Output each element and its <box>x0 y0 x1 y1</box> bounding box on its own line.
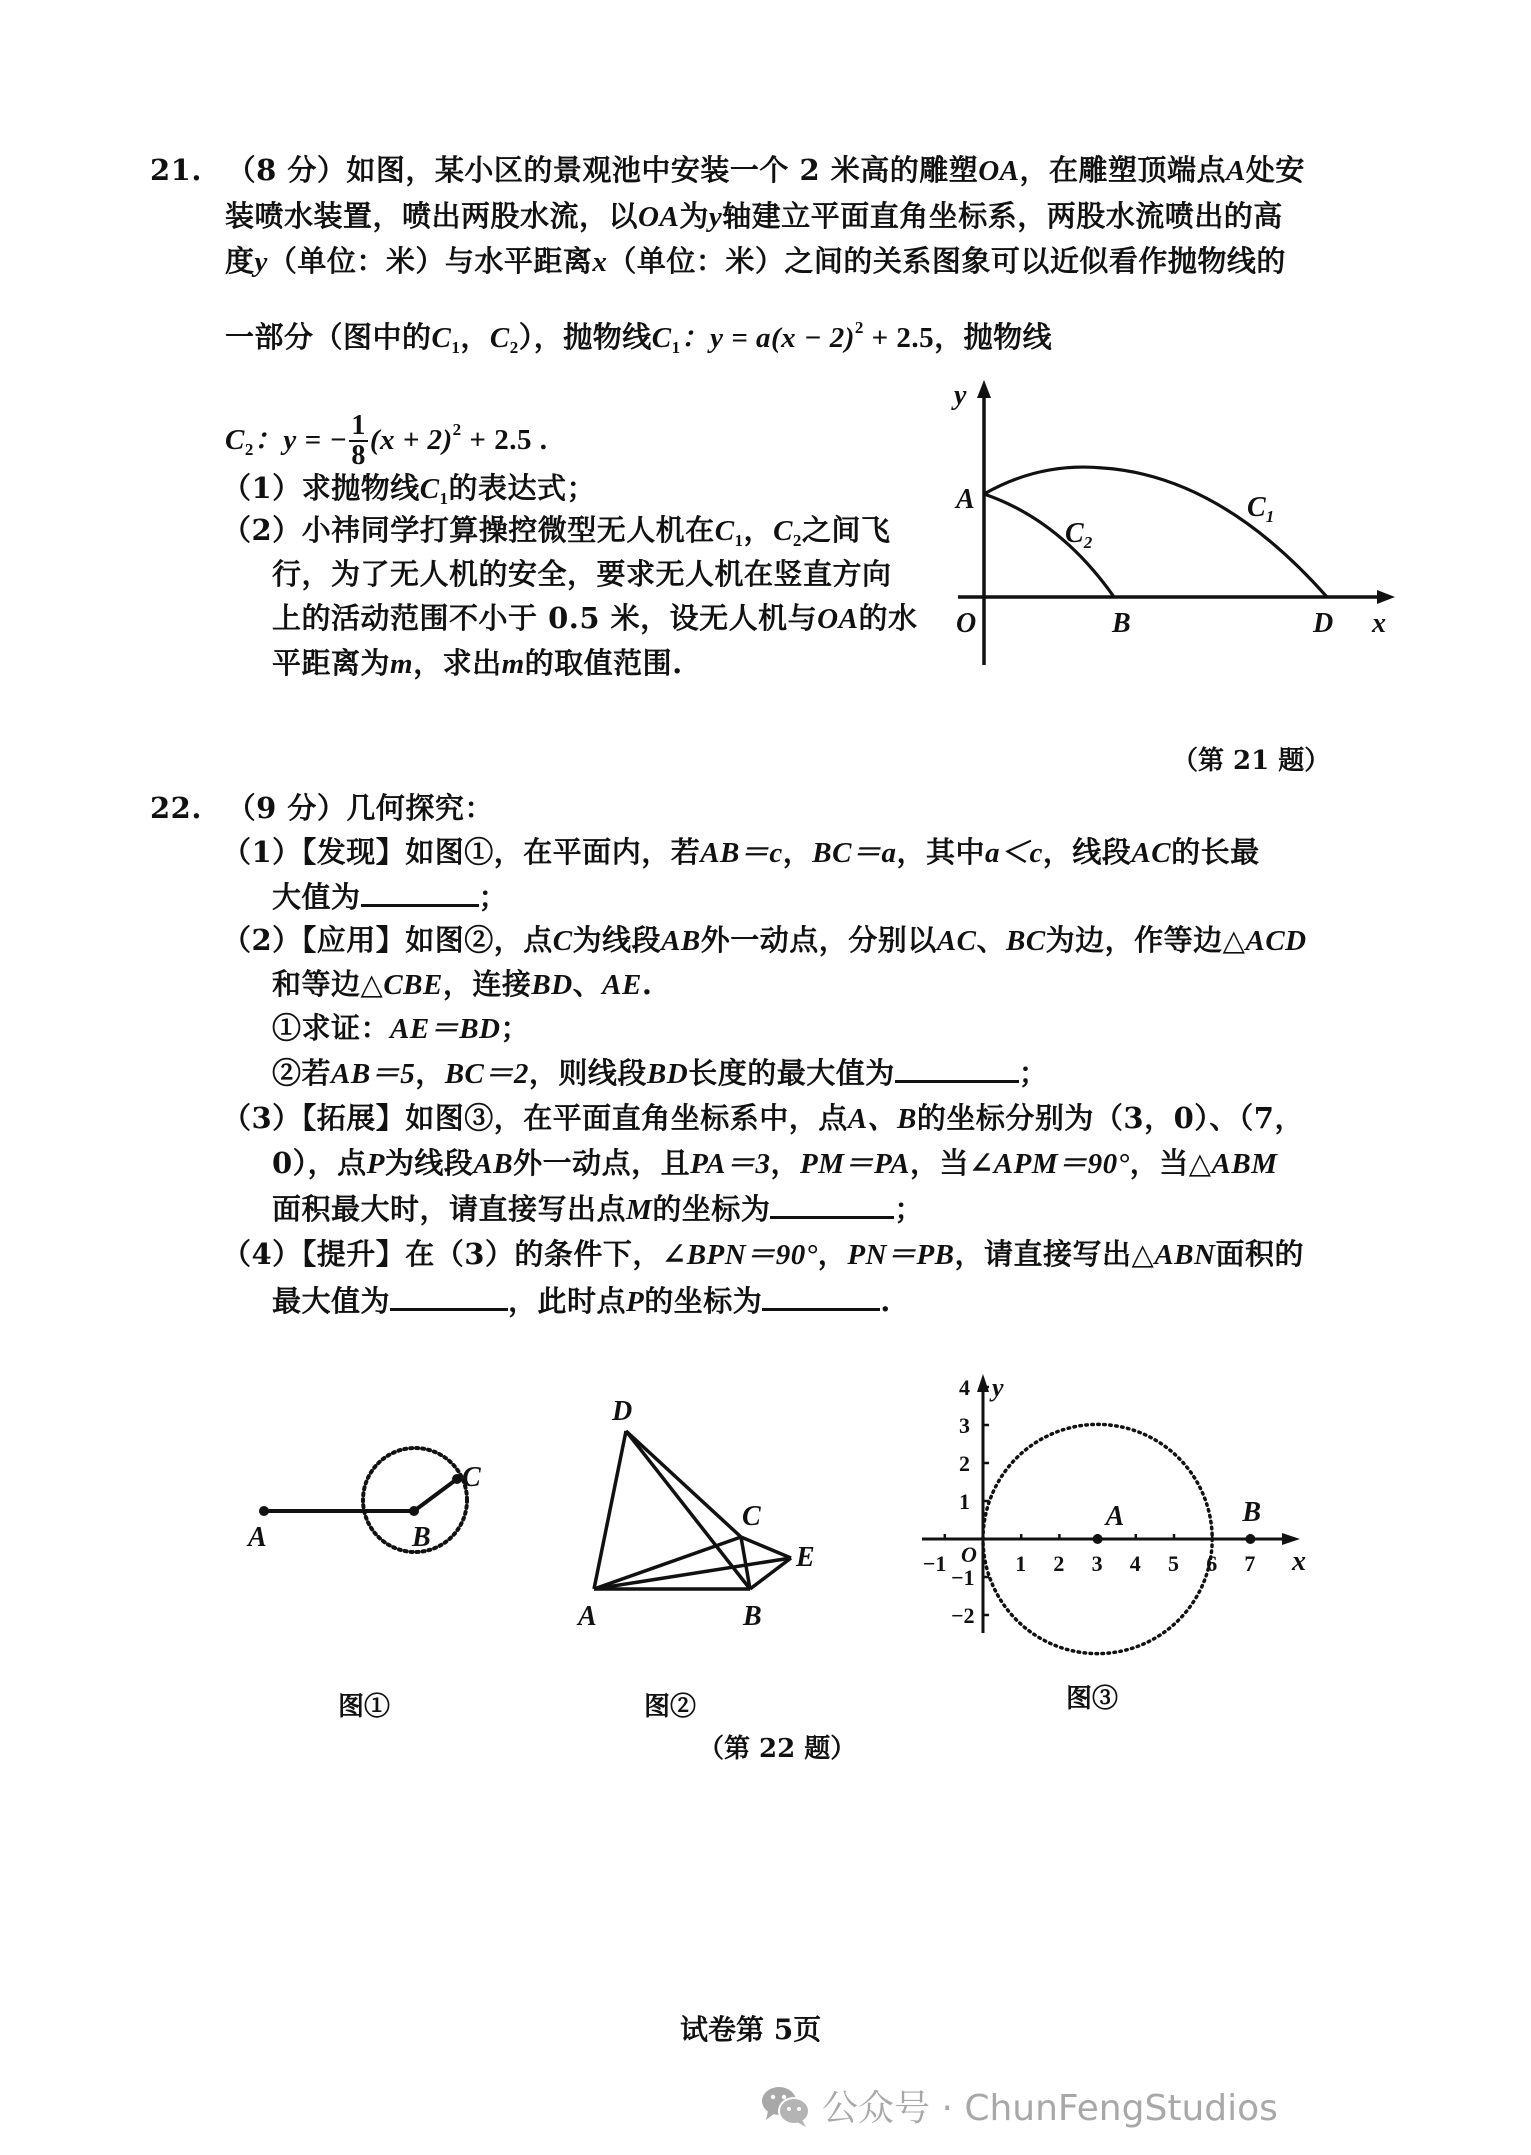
y-axis-arrow <box>977 380 991 398</box>
q22-part-2-line-1 <box>222 922 1307 959</box>
q21-text: （单位：米）之间的关系图象可以近似看作抛物线的 <box>607 244 1286 278</box>
label-D: D <box>612 1400 633 1427</box>
var-ACD: ACD <box>1245 925 1307 957</box>
var-C1: C <box>431 322 452 354</box>
condition: a＜c <box>985 837 1043 869</box>
label-C: C <box>742 1501 761 1532</box>
label-E: E <box>796 1542 815 1573</box>
q22-text: 、 <box>976 923 1006 957</box>
q22-part-3-line-1 <box>222 1100 1304 1137</box>
var-C2: C <box>773 515 793 547</box>
part-tag: 【应用】 <box>301 923 406 957</box>
subscript: 1 <box>734 531 744 550</box>
watermark <box>760 2080 1278 2131</box>
var-BC: BC <box>1005 925 1046 957</box>
point-B <box>1245 1534 1255 1544</box>
var-y: y <box>708 201 723 233</box>
var-BD: BD <box>531 969 573 1001</box>
q22-part-1-line-2 <box>272 878 508 915</box>
q22-text: ①求证： <box>272 1011 391 1045</box>
x-tick-label: 4 <box>1129 1551 1141 1576</box>
q21-text: ， <box>743 513 774 547</box>
q21-text: 求抛物线 <box>301 471 420 505</box>
q22-part-1-line-1 <box>222 834 1260 871</box>
q22-text: ； <box>478 880 509 914</box>
y-axis-arrow <box>977 1374 989 1392</box>
segment-AE <box>594 1558 791 1589</box>
q22-part-2-sub-2 <box>272 1054 1048 1092</box>
part-tag: 【发现】 <box>301 835 406 869</box>
label-y-axis: y <box>954 380 967 411</box>
x-tick-label: 6 <box>1206 1551 1218 1576</box>
q21-points: （8 分） <box>226 153 347 187</box>
part-label: （4） <box>222 1237 302 1271</box>
subscript: 2 <box>509 338 519 357</box>
label-y-axis: y <box>992 1373 1004 1402</box>
q21-text: ，求出 <box>413 646 502 680</box>
subscript: 1 <box>451 338 461 357</box>
q22-text: 面积的 <box>1215 1237 1304 1271</box>
q21-text: 平距离为 <box>272 646 391 680</box>
answer-blank[interactable] <box>762 1282 880 1311</box>
q22-text: 外一动点，且 <box>513 1146 691 1180</box>
fig3-caption: 图③ <box>1066 1684 1119 1714</box>
q21-number: 21. <box>150 153 202 187</box>
q21-text: （单位：米）与水平距离 <box>267 244 593 278</box>
equation: AB＝5 <box>331 1058 416 1090</box>
q22-text: ，此时点 <box>508 1284 627 1318</box>
label-O: O <box>956 608 977 639</box>
equation: ＝c <box>739 837 783 869</box>
q21-text: 处安 <box>1245 153 1305 187</box>
label-C1: $C_1$ <box>1247 492 1275 526</box>
q21-text: 装喷水装置，喷出两股水流，以 <box>225 199 639 233</box>
q22-text: ，当△ <box>1129 1146 1212 1180</box>
q21-text: 的水 <box>858 601 918 635</box>
q22-figure-1 <box>240 1440 490 1580</box>
segment-DC <box>626 1431 741 1537</box>
q21-line-2 <box>225 198 1283 235</box>
part-label: （3） <box>222 1101 302 1135</box>
point-B <box>409 1506 419 1516</box>
x-axis-arrow <box>1282 1533 1300 1545</box>
q22-text: 、 <box>572 967 603 1001</box>
q22-text: ； <box>500 1011 531 1045</box>
var-C1: C <box>714 515 735 547</box>
q22-text: 和等边△ <box>272 967 384 1001</box>
q22-part-2-line-2 <box>272 966 652 1003</box>
q21-text: 上的活动范围不小于 0.5 米，设无人机与 <box>272 601 818 635</box>
fraction-denominator: 8 <box>351 440 366 471</box>
wechat-icon <box>760 2084 812 2128</box>
fig1-caption: 图① <box>338 1692 391 1722</box>
segment-AC <box>594 1537 741 1589</box>
var-P: P <box>366 1148 385 1180</box>
label-A: A <box>578 1601 597 1632</box>
q22-text: ， <box>817 1237 848 1271</box>
q22-text: 的坐标为 <box>652 1192 771 1226</box>
x-tick-label: −1 <box>922 1551 947 1576</box>
q21-text: 为 <box>679 199 709 233</box>
q22-text: ②若 <box>272 1056 332 1090</box>
fig2-caption: 图② <box>644 1692 697 1722</box>
q22-text: ，请直接写出△ <box>954 1237 1155 1271</box>
q22-text: . <box>641 967 653 1001</box>
var-AE: AE <box>602 969 642 1001</box>
q22-text: 为线段 <box>384 1146 474 1180</box>
segment-BC <box>414 1479 457 1511</box>
part-label: （1） <box>222 835 302 869</box>
fraction-numerator: 1 <box>351 410 366 441</box>
q22-part-2-sub-1 <box>272 1010 530 1047</box>
var-AB: AB <box>473 1148 514 1180</box>
point-A <box>1093 1534 1103 1544</box>
var-OA: OA <box>638 201 680 233</box>
var-A: A <box>1226 155 1246 187</box>
q22-text: . <box>880 1284 891 1318</box>
equation: PN＝PB <box>847 1239 955 1271</box>
y-tick-label: 3 <box>959 1413 970 1438</box>
label-B: B <box>412 1522 431 1553</box>
y-tick-label: 4 <box>959 1375 970 1400</box>
equation-c1: ：y = a(x − 2) <box>680 322 855 354</box>
var-BD: BD <box>646 1058 689 1090</box>
answer-blank[interactable] <box>361 878 479 907</box>
var-A-B: A、B <box>847 1103 917 1135</box>
point-A <box>259 1506 269 1516</box>
label-A: A <box>248 1522 267 1553</box>
var-m: m <box>390 648 414 680</box>
var-C1: C <box>651 322 672 354</box>
curve-C1 <box>984 467 1327 597</box>
var-OA: OA <box>978 155 1020 187</box>
var-x: x <box>592 246 608 278</box>
q21-figure <box>940 370 1400 690</box>
part-tag: 【提升】 <box>301 1237 406 1271</box>
q21-text: 一部分（图中的 <box>225 320 432 354</box>
q21-part-2-line-4 <box>272 645 683 682</box>
var-C: C <box>552 925 573 957</box>
var-y: y <box>254 246 268 278</box>
var-M: M <box>626 1194 653 1226</box>
answer-blank[interactable] <box>770 1190 894 1219</box>
var-AB: AB <box>661 925 701 957</box>
curve-C2 <box>984 494 1114 597</box>
equation: APM＝90° <box>993 1148 1130 1180</box>
var-ABN: ABN <box>1154 1239 1216 1271</box>
q22-part-3-line-2 <box>272 1145 1278 1182</box>
segment-CE <box>741 1537 791 1558</box>
q22-title: 几何探究： <box>346 791 494 825</box>
label-A: A <box>1105 1501 1125 1532</box>
var-C1: C <box>419 473 440 505</box>
q22-caption: （第 22 题） <box>698 1734 857 1764</box>
answer-blank[interactable] <box>895 1054 1019 1083</box>
q22-text: 如图①，在平面内，若 <box>405 835 701 869</box>
answer-blank[interactable] <box>390 1282 508 1311</box>
q22-text: 如图③，在平面直角坐标系中，点 <box>405 1101 848 1135</box>
q21-part-2-line-1 <box>222 512 890 559</box>
q21-text: 轴建立平面直角坐标系，两股水流喷出的高 <box>722 199 1283 233</box>
x-tick-label: 3 <box>1091 1551 1103 1576</box>
q21-text: 的取值范围. <box>524 646 683 680</box>
equation-c2-tail: + 2.5 . <box>461 424 548 456</box>
equation-c2: ：y = − <box>253 424 348 456</box>
q21-text: 之间飞 <box>801 513 891 547</box>
subscript: 2 <box>244 440 254 459</box>
y-tick-label: −2 <box>951 1603 975 1628</box>
label-x-axis: x <box>1372 608 1386 639</box>
q22-text: 外一动点，分别以 <box>700 923 937 957</box>
segment-DB <box>626 1431 750 1589</box>
subscript: 1 <box>671 338 681 357</box>
q21-text: 小祎同学打算操控微型无人机在 <box>301 513 715 547</box>
q21-text: 度 <box>225 244 255 278</box>
q22-text: 的坐标为 <box>644 1284 763 1318</box>
var-P: P <box>626 1286 645 1318</box>
equation-c2: (x + 2) <box>369 424 453 456</box>
label-C: C <box>462 1462 481 1493</box>
q22-text: ，其中 <box>896 835 986 869</box>
part-label: （1） <box>222 471 302 505</box>
q22-text: ，则线段 <box>528 1056 647 1090</box>
q22-text: 最大值为 <box>272 1284 391 1318</box>
q21-part-2-line-2 <box>272 556 892 592</box>
q22-text: 大值为 <box>272 880 361 914</box>
var-OA: OA <box>817 603 859 635</box>
q21-caption: （第 21 题） <box>1172 746 1331 776</box>
q22-text: 0），点 <box>272 1146 367 1180</box>
label-x-axis: x <box>1292 1546 1306 1577</box>
q22-part-4-line-2 <box>272 1282 891 1320</box>
label-origin: O <box>961 1542 977 1567</box>
label-C2: $C_2$ <box>1065 518 1093 552</box>
q21-text: ，抛物线 <box>934 320 1053 354</box>
q22-text: ，连接 <box>442 967 532 1001</box>
q22-line-title <box>150 790 494 826</box>
equation: PM＝PA <box>800 1148 910 1180</box>
q22-text: 在（3）的条件下，∠ <box>405 1237 687 1271</box>
q21-text: 如图，某小区的景观池中安装一个 2 米高的雕塑 <box>346 153 979 187</box>
segment-AD <box>594 1431 626 1589</box>
x-tick-label: 7 <box>1244 1551 1256 1576</box>
q22-part-4-line-1 <box>222 1236 1304 1273</box>
q22-figure-2 <box>560 1400 830 1640</box>
q22-points: （9 分） <box>226 791 347 825</box>
q22-text: ； <box>1018 1056 1049 1090</box>
y-tick-label: 2 <box>959 1451 970 1476</box>
label-B: B <box>1242 1497 1262 1528</box>
fraction <box>349 412 368 470</box>
var-AC: AC <box>1131 837 1172 869</box>
var-AC: AC <box>936 925 977 957</box>
var-C2: C <box>489 322 510 354</box>
x-tick-label: 2 <box>1053 1551 1065 1576</box>
q22-text: 如图②，点 <box>405 923 553 957</box>
q21-text: 的表达式； <box>448 471 597 505</box>
point-C <box>452 1474 462 1484</box>
q22-text: 面积最大时，请直接写出点 <box>272 1192 627 1226</box>
q22-text: 为边，作等边△ <box>1045 923 1246 957</box>
var-CBE: CBE <box>383 969 443 1001</box>
x-tick-label: 5 <box>1168 1551 1179 1576</box>
label-B: B <box>743 1601 762 1632</box>
equation: PA＝3 <box>690 1148 771 1180</box>
subscript: 2 <box>792 531 802 550</box>
part-label: （2） <box>222 513 302 547</box>
q21-text: ，在雕塑顶端点 <box>1019 153 1227 187</box>
q22-text: 的长最 <box>1171 835 1260 869</box>
y-tick-label: −1 <box>951 1565 975 1590</box>
var-C2: C <box>225 424 245 456</box>
q22-text: ，当∠ <box>909 1146 994 1180</box>
q21-line-1 <box>150 152 1305 189</box>
part-label: （2） <box>222 923 302 957</box>
label-D: D <box>1313 608 1334 639</box>
equation-c1-tail: + 2.5 <box>863 322 935 354</box>
part-tag: 【拓展】 <box>301 1101 406 1135</box>
q22-figure-3 <box>920 1370 1340 1670</box>
superscript: 2 <box>452 420 462 439</box>
q21-part-1 <box>222 470 596 517</box>
equation: ＝a <box>851 837 897 869</box>
q21-part-2-line-3 <box>272 600 917 637</box>
q22-text: 长度的最大值为 <box>688 1056 895 1090</box>
var-ABM: ABM <box>1211 1148 1278 1180</box>
q21-line-4 <box>225 310 1052 366</box>
q21-line-3 <box>225 243 1286 280</box>
equation: BC＝2 <box>444 1058 529 1090</box>
q22-text: ，线段 <box>1042 835 1132 869</box>
superscript: 2 <box>854 318 864 337</box>
q22-text: ， <box>415 1056 445 1090</box>
watermark-text: 公众号 · ChunFengStudios <box>822 2088 1278 2129</box>
q21-text: ），抛物线 <box>518 320 652 354</box>
x-axis-arrow <box>1377 590 1395 604</box>
subscript: 1 <box>439 489 449 508</box>
equation: BPN＝90° <box>686 1239 818 1271</box>
y-tick-label: 1 <box>959 1489 970 1514</box>
q22-text: ， <box>770 1146 801 1180</box>
x-tick-label: 1 <box>1015 1551 1027 1576</box>
q22-text: 的坐标分别为（3，0）、（7， <box>916 1101 1304 1135</box>
var-BC: BC <box>812 837 852 869</box>
var-m: m <box>501 648 525 680</box>
q22-text: 为线段 <box>572 923 662 957</box>
q22-text: ； <box>894 1192 924 1226</box>
equation: AE＝BD <box>390 1013 501 1045</box>
q22-text: ， <box>782 835 813 869</box>
q21-text: ， <box>460 320 490 354</box>
q21-text: 行，为了无人机的安全，要求无人机在竖直方向 <box>272 557 892 591</box>
q22-number: 22. <box>150 791 202 825</box>
label-B: B <box>1112 608 1131 639</box>
page-number: 试卷第 5页 <box>680 2013 822 2046</box>
var-AB: AB <box>700 837 740 869</box>
q22-part-3-line-3 <box>272 1190 924 1228</box>
label-A: A <box>956 484 975 515</box>
